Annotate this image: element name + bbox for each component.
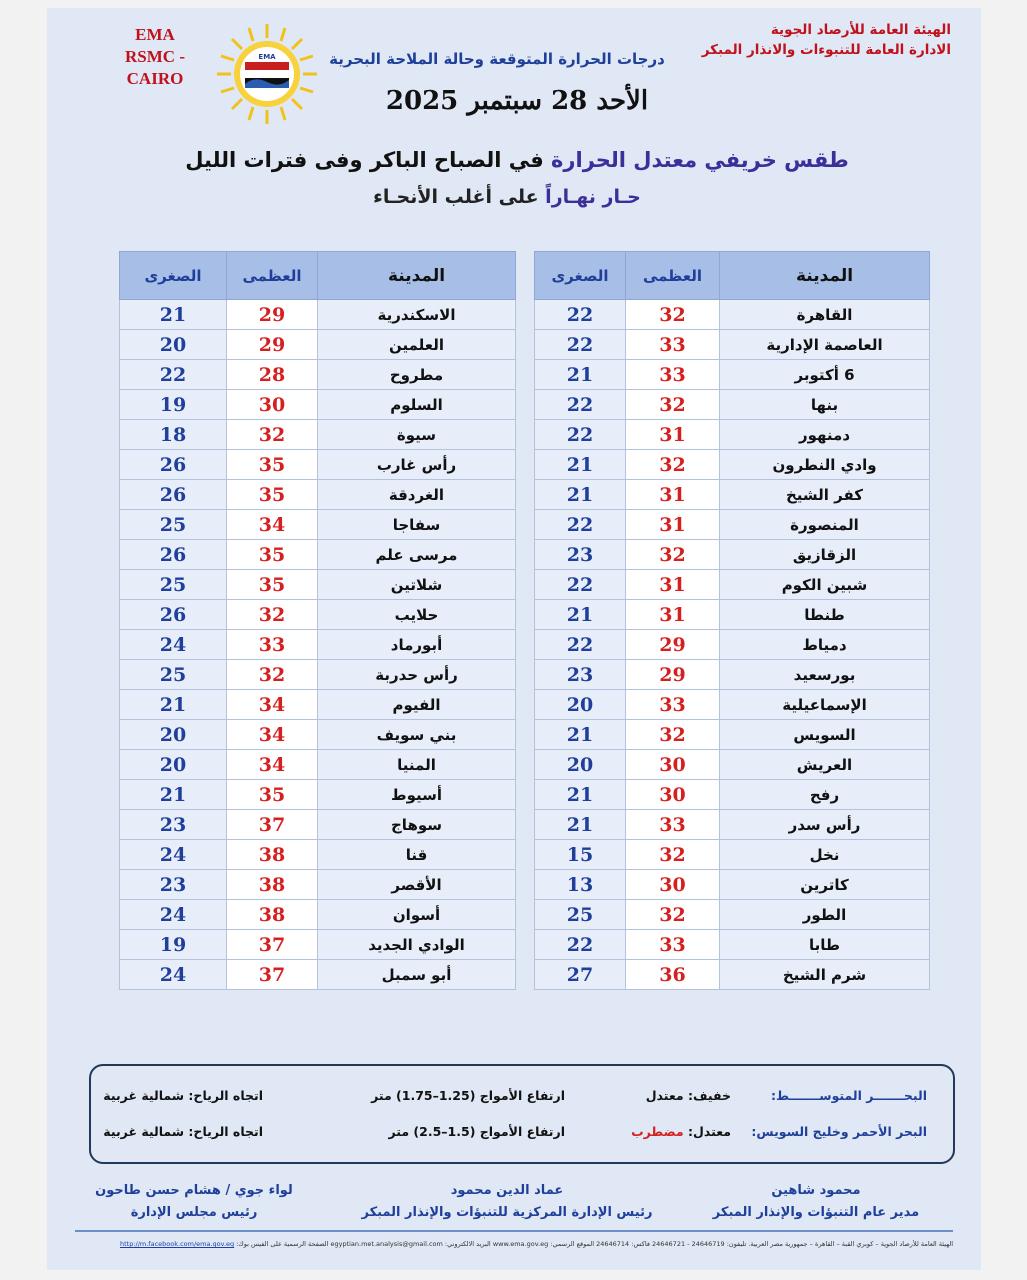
max-temp-cell: 32	[626, 390, 720, 420]
max-temp-cell: 33	[626, 690, 720, 720]
max-temp-cell: 31	[626, 600, 720, 630]
table-row	[120, 600, 516, 630]
min-temp-cell: 26	[120, 600, 227, 630]
min-temp-cell: 23	[535, 660, 626, 690]
min-temp-cell: 20	[120, 750, 227, 780]
table-row	[535, 630, 930, 660]
table-row	[120, 300, 516, 330]
table-row	[535, 960, 930, 990]
max-temp-cell: 33	[626, 930, 720, 960]
table-row	[535, 570, 930, 600]
headline1-part2: في الصباح الباكر وفى فترات الليل	[185, 148, 544, 172]
city-cell: شرم الشيخ	[720, 960, 930, 990]
max-temp-cell: 30	[626, 750, 720, 780]
city-cell: الطور	[720, 900, 930, 930]
table-row	[120, 390, 516, 420]
table-row	[535, 870, 930, 900]
max-temp-cell: 32	[626, 450, 720, 480]
max-temp-cell: 34	[227, 510, 318, 540]
table-row	[535, 660, 930, 690]
max-temp-cell: 30	[626, 870, 720, 900]
signature-left-name: لواء جوي / هشام حسن طاحون	[95, 1183, 293, 1198]
city-cell: سوهاج	[318, 810, 516, 840]
signature-right-name: محمود شاهين	[771, 1183, 861, 1198]
bulletin-date: الأحد 28 سبتمبر 2025	[385, 86, 649, 116]
min-temp-cell: 22	[535, 510, 626, 540]
table-row	[535, 510, 930, 540]
city-cell: العلمين	[318, 330, 516, 360]
footer-contact	[91, 1240, 953, 1248]
signature-center-name: عماد الدين محمود	[450, 1183, 564, 1198]
table-row	[120, 780, 516, 810]
table-row	[120, 930, 516, 960]
table-row	[535, 900, 930, 930]
signature-left	[79, 1180, 309, 1224]
min-temp-cell: 24	[120, 960, 227, 990]
min-temp-cell: 18	[120, 420, 227, 450]
min-temp-cell: 21	[535, 780, 626, 810]
table-row	[535, 300, 930, 330]
header-min: الصغرى	[535, 252, 626, 300]
max-temp-cell: 36	[626, 960, 720, 990]
max-temp-cell: 35	[227, 450, 318, 480]
table-row	[535, 390, 930, 420]
min-temp-cell: 20	[120, 720, 227, 750]
org-line1: الهيئة العامة للأرصاد الجوية	[770, 22, 951, 38]
table-row	[120, 570, 516, 600]
city-cell: بنها	[720, 390, 930, 420]
max-temp-cell: 30	[626, 780, 720, 810]
max-temp-cell: 37	[227, 930, 318, 960]
min-temp-cell: 25	[120, 570, 227, 600]
footer-text: الهيئة العامة للأرصاد الجوية – كوبري القبة – القاهرة – جمهورية مصر العربية. تليفون: 24646719 - 24646721 فاكس: 24646714 الموقع الرسمي: www.ema.gov.eg البريد الالكتروني: egyptian.met.analysis@gmail.com الصفحة الرسمية على الفيس بوك:	[236, 1240, 953, 1248]
city-cell: رفح	[720, 780, 930, 810]
city-cell: أبورماد	[318, 630, 516, 660]
table-row	[120, 510, 516, 540]
table-row	[535, 330, 930, 360]
min-temp-cell: 19	[120, 930, 227, 960]
city-cell: الزقازيق	[720, 540, 930, 570]
min-temp-cell: 24	[120, 840, 227, 870]
max-temp-cell: 37	[227, 960, 318, 990]
org-line2: الادارة العامة للتنبوءات والانذار المبكر	[701, 42, 951, 58]
max-temp-cell: 35	[227, 540, 318, 570]
table-row	[120, 330, 516, 360]
min-temp-cell: 25	[120, 660, 227, 690]
city-cell: رأس حدربة	[318, 660, 516, 690]
city-cell: شبين الكوم	[720, 570, 930, 600]
max-temp-cell: 33	[227, 630, 318, 660]
min-temp-cell: 21	[535, 480, 626, 510]
city-cell: بني سويف	[318, 720, 516, 750]
max-temp-cell: 35	[227, 480, 318, 510]
table-row	[120, 420, 516, 450]
table-row	[120, 840, 516, 870]
marine-row-red-sea	[91, 1124, 953, 1148]
max-temp-cell: 37	[227, 810, 318, 840]
table-row	[120, 810, 516, 840]
signature-center-title: رئيس الإدارة المركزية للتنبؤات والإنذار المبكر	[361, 1205, 653, 1220]
signature-right	[701, 1180, 931, 1224]
max-temp-cell: 34	[227, 750, 318, 780]
table-row	[120, 900, 516, 930]
header-city: المدينة	[720, 252, 930, 300]
min-temp-cell: 22	[535, 330, 626, 360]
min-temp-cell: 20	[535, 690, 626, 720]
min-temp-cell: 22	[535, 630, 626, 660]
table-row	[535, 780, 930, 810]
max-temp-cell: 38	[227, 900, 318, 930]
table-row	[120, 750, 516, 780]
min-temp-cell: 25	[120, 510, 227, 540]
max-temp-cell: 31	[626, 420, 720, 450]
city-cell: الوادي الجديد	[318, 930, 516, 960]
table-row	[120, 660, 516, 690]
city-cell: أبو سمبل	[318, 960, 516, 990]
table-row	[120, 630, 516, 660]
min-temp-cell: 21	[120, 780, 227, 810]
min-temp-cell: 22	[535, 570, 626, 600]
city-cell: مطروح	[318, 360, 516, 390]
table-row	[120, 360, 516, 390]
signature-right-title: مدير عام التنبؤات والإنذار المبكر	[712, 1205, 920, 1220]
table-row	[120, 450, 516, 480]
min-temp-cell: 21	[535, 450, 626, 480]
city-cell: كفر الشيخ	[720, 480, 930, 510]
city-cell: نخل	[720, 840, 930, 870]
max-temp-cell: 35	[227, 570, 318, 600]
min-temp-cell: 20	[120, 330, 227, 360]
max-temp-cell: 32	[227, 420, 318, 450]
max-temp-cell: 34	[227, 720, 318, 750]
left-temperature-table	[119, 251, 516, 990]
max-temp-cell: 35	[227, 780, 318, 810]
headline2-part2: على أغلب الأنحـاء	[373, 186, 539, 208]
city-cell: الغردقة	[318, 480, 516, 510]
min-temp-cell: 24	[120, 900, 227, 930]
waves-red-sea: ارتفاع الأمواج (1.5–2.5) متر	[388, 1124, 565, 1139]
sea-state-mediterranean: خفيف: معتدل	[645, 1088, 731, 1103]
max-temp-cell: 33	[626, 330, 720, 360]
max-temp-cell: 31	[626, 480, 720, 510]
max-temp-cell: 38	[227, 840, 318, 870]
max-temp-cell: 31	[626, 570, 720, 600]
table-row	[120, 540, 516, 570]
city-cell: المنيا	[318, 750, 516, 780]
table-row	[535, 360, 930, 390]
min-temp-cell: 23	[120, 810, 227, 840]
wind-red-sea: اتجاه الرياح: شمالية غربية	[103, 1124, 263, 1139]
table-row	[535, 750, 930, 780]
min-temp-cell: 27	[535, 960, 626, 990]
max-temp-cell: 32	[227, 660, 318, 690]
min-temp-cell: 15	[535, 840, 626, 870]
table-header-row	[120, 252, 516, 300]
facebook-link[interactable]: http://m.facebook.com/ema.gov.eg	[120, 1240, 235, 1248]
city-cell: دمياط	[720, 630, 930, 660]
max-temp-cell: 28	[227, 360, 318, 390]
sea-state-red-sea	[631, 1124, 731, 1139]
table-row	[535, 480, 930, 510]
table-row	[120, 870, 516, 900]
table-header-row	[535, 252, 930, 300]
city-cell: قنا	[318, 840, 516, 870]
min-temp-cell: 19	[120, 390, 227, 420]
sea-state-red-sea-value: مضطرب	[631, 1124, 684, 1139]
max-temp-cell: 32	[626, 540, 720, 570]
min-temp-cell: 21	[535, 720, 626, 750]
min-temp-cell: 24	[120, 630, 227, 660]
sea-state-red-sea-label: معتدل:	[683, 1124, 731, 1139]
header-city: المدينة	[318, 252, 516, 300]
max-temp-cell: 30	[227, 390, 318, 420]
min-temp-cell: 22	[535, 390, 626, 420]
footer-divider	[75, 1230, 953, 1232]
min-temp-cell: 26	[120, 540, 227, 570]
table-row	[535, 420, 930, 450]
svg-text:EMA: EMA	[258, 53, 276, 61]
bulletin-sheet	[47, 8, 981, 1270]
ema-logo-icon	[215, 22, 319, 126]
city-cell: سيوة	[318, 420, 516, 450]
city-cell: رأس سدر	[720, 810, 930, 840]
city-cell: السلوم	[318, 390, 516, 420]
city-cell: القاهرة	[720, 300, 930, 330]
min-temp-cell: 21	[120, 690, 227, 720]
min-temp-cell: 23	[535, 540, 626, 570]
city-cell: الإسماعيلية	[720, 690, 930, 720]
organization-name	[702, 20, 951, 60]
signature-center	[347, 1180, 667, 1224]
header-max: العظمى	[227, 252, 318, 300]
signature-left-title: رئيس مجلس الإدارة	[130, 1205, 258, 1220]
weather-headline-1	[167, 148, 867, 172]
city-cell: الأقصر	[318, 870, 516, 900]
max-temp-cell: 38	[227, 870, 318, 900]
headline1-part1: طقس خريفي معتدل الحرارة	[543, 148, 849, 172]
waves-mediterranean: ارتفاع الأمواج (1.25–1.75) متر	[371, 1088, 565, 1103]
city-cell: طنطا	[720, 600, 930, 630]
min-temp-cell: 22	[120, 360, 227, 390]
table-row	[120, 690, 516, 720]
min-temp-cell: 25	[535, 900, 626, 930]
sea-name-mediterranean: البحـــــــر المتوســـــــط:	[770, 1088, 927, 1103]
min-temp-cell: 26	[120, 480, 227, 510]
max-temp-cell: 33	[626, 360, 720, 390]
marine-row-mediterranean	[91, 1088, 953, 1112]
city-cell: العاصمة الإدارية	[720, 330, 930, 360]
city-cell: رأس غارب	[318, 450, 516, 480]
max-temp-cell: 32	[626, 300, 720, 330]
header-max: العظمى	[626, 252, 720, 300]
city-cell: طابا	[720, 930, 930, 960]
city-cell: حلايب	[318, 600, 516, 630]
max-temp-cell: 32	[227, 600, 318, 630]
max-temp-cell: 29	[626, 630, 720, 660]
city-cell: شلاتين	[318, 570, 516, 600]
right-temperature-table	[534, 251, 930, 990]
max-temp-cell: 32	[626, 840, 720, 870]
table-row	[120, 960, 516, 990]
min-temp-cell: 21	[535, 360, 626, 390]
city-cell: مرسى علم	[318, 540, 516, 570]
city-cell: الفيوم	[318, 690, 516, 720]
min-temp-cell: 26	[120, 450, 227, 480]
table-row	[535, 600, 930, 630]
city-cell: دمنهور	[720, 420, 930, 450]
city-cell: 6 أكتوبر	[720, 360, 930, 390]
min-temp-cell: 21	[535, 810, 626, 840]
city-cell: سفاجا	[318, 510, 516, 540]
max-temp-cell: 31	[626, 510, 720, 540]
min-temp-cell: 22	[535, 420, 626, 450]
table-row	[535, 840, 930, 870]
city-cell: السويس	[720, 720, 930, 750]
table-row	[535, 540, 930, 570]
max-temp-cell: 29	[227, 300, 318, 330]
min-temp-cell: 22	[535, 930, 626, 960]
city-cell: العريش	[720, 750, 930, 780]
city-cell: أسوان	[318, 900, 516, 930]
city-cell: كاترين	[720, 870, 930, 900]
header-min: الصغرى	[120, 252, 227, 300]
table-row	[535, 720, 930, 750]
ema-line2: RSMC - CAIRO	[125, 47, 185, 88]
weather-headline-2	[227, 186, 787, 208]
city-cell: الاسكندرية	[318, 300, 516, 330]
table-row	[535, 930, 930, 960]
table-row	[120, 480, 516, 510]
min-temp-cell: 22	[535, 300, 626, 330]
city-cell: وادي النطرون	[720, 450, 930, 480]
min-temp-cell: 21	[120, 300, 227, 330]
city-cell: المنصورة	[720, 510, 930, 540]
max-temp-cell: 32	[626, 720, 720, 750]
max-temp-cell: 32	[626, 900, 720, 930]
ema-label	[105, 24, 205, 90]
headline2-part1: حـار نهـاراً	[538, 186, 641, 208]
city-cell: بورسعيد	[720, 660, 930, 690]
min-temp-cell: 23	[120, 870, 227, 900]
city-cell: أسيوط	[318, 780, 516, 810]
table-row	[535, 810, 930, 840]
table-row	[535, 450, 930, 480]
wind-mediterranean: اتجاه الرياح: شمالية غربية	[103, 1088, 263, 1103]
min-temp-cell: 21	[535, 600, 626, 630]
min-temp-cell: 13	[535, 870, 626, 900]
marine-forecast-box	[89, 1064, 955, 1164]
table-row	[535, 690, 930, 720]
max-temp-cell: 34	[227, 690, 318, 720]
max-temp-cell: 29	[227, 330, 318, 360]
ema-line1: EMA	[135, 25, 175, 44]
table-row	[120, 720, 516, 750]
max-temp-cell: 29	[626, 660, 720, 690]
min-temp-cell: 20	[535, 750, 626, 780]
sea-name-red-sea: البحر الأحمر وخليج السويس:	[751, 1124, 927, 1139]
max-temp-cell: 33	[626, 810, 720, 840]
bulletin-subtitle: درجات الحرارة المتوقعة وحالة الملاحة البحرية	[329, 50, 665, 68]
